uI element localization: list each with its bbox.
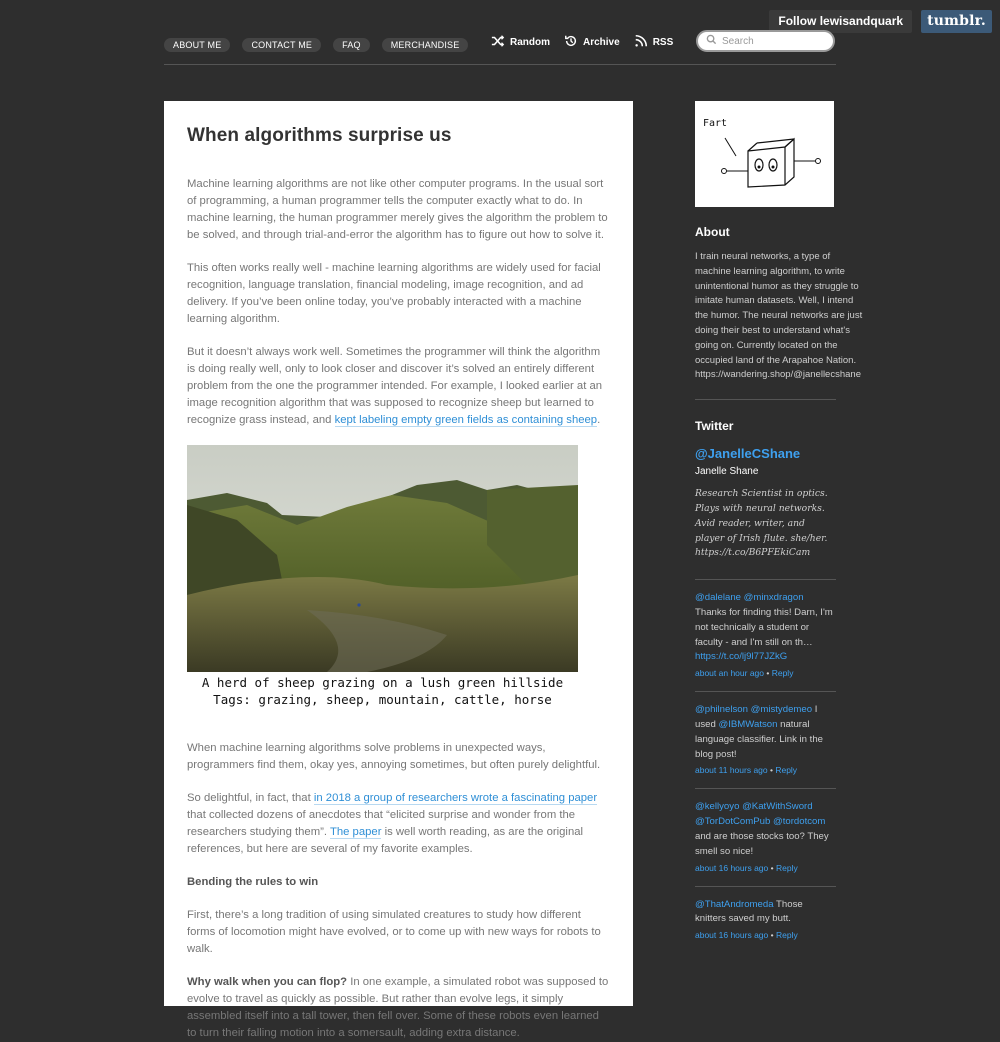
caption-description: A herd of sheep grazing on a lush green hillside (201, 675, 564, 690)
paragraph-text: is well worth reading, as are the original references, but here are several of my favorite examples. (187, 826, 584, 855)
post-paragraph: First, there’s a long tradition of using simulated creatures to study how different forms of locomotion might have evolved, or to come up with new ways for robots to walk. (187, 909, 601, 955)
random-label: Random (510, 37, 550, 48)
section-heading (187, 874, 610, 891)
tweet-body: Those knitters saved my butt. (695, 898, 803, 925)
about-text: I train neural networks, a type of machine learning algorithm, to write unintentional humor as they struggle to imitate human datasets. Well, I intend the humor. The neural networks are just doing their best to understand what's going on. Currently located on the occupied land of the Arapahoe Nation. https://wandering.shop/@janellecshane (695, 251, 863, 381)
tweet-reply-link[interactable]: Reply (775, 930, 798, 941)
tweet-body: and are those stocks too? They smell so nice! (695, 830, 829, 857)
blog-header (164, 28, 836, 65)
rss-label: RSS (652, 37, 674, 48)
avatar-speech-text: Fart (703, 118, 728, 129)
shuffle-icon (491, 34, 505, 51)
tweet-reply-link[interactable]: Reply (775, 862, 798, 873)
tweet-mentions[interactable]: @philnelson @mistydemeo (695, 704, 813, 716)
tweet-meta: about an hour ago • Reply (695, 668, 794, 679)
tweet-time[interactable]: about 16 hours ago (695, 930, 769, 941)
tweet-reply-link[interactable]: Reply (771, 668, 794, 679)
tweet-mentions[interactable]: @dalelane @minxdragon (695, 592, 804, 604)
blog-tools (491, 34, 673, 51)
nav-about-me[interactable]: ABOUT ME (164, 38, 230, 52)
twitter-bio: Research Scientist in optics. Plays with neural networks. Avid reader, writer, and player of Irish flute. she/her. https://t.co/B6PFEkiCam (695, 488, 828, 559)
tweet-reply-link[interactable]: Reply (775, 765, 798, 776)
tweet-mentions[interactable]: @ThatAndromeda (695, 898, 774, 910)
tweet-body: natural language classifier. Link in the blog post! (695, 718, 823, 760)
post-paragraph (187, 974, 610, 1042)
paragraph-text: But it doesn’t always work well. Sometimes the programmer will think the algorithm is doing really well, only to look closer and discover it’s solved an entirely different problem from the one the programmer intended. For example, I looked earlier at an image recognition algorithm that was supposed to recognize sheep but learned to recognize grass instead, and (187, 346, 603, 426)
hillside-photo (187, 445, 578, 672)
tweet-text (695, 703, 836, 762)
tweet-time[interactable]: about an hour ago (695, 668, 765, 679)
paragraph-text: So delightful, in fact, that (187, 792, 314, 804)
paragraph-text: that collected dozens of anecdotes that “elicited surprise and wonder from the researchers studying them”. (187, 809, 576, 838)
sidebar-divider (695, 399, 836, 400)
search-box (696, 30, 835, 52)
tweet-item (695, 579, 836, 691)
nav-faq[interactable]: FAQ (333, 38, 370, 52)
caption-tags: Tags: grazing, sheep, mountain, cattle, horse (213, 692, 552, 707)
image-caption (187, 672, 578, 708)
sheep-fields-link[interactable]: kept labeling empty green fields as containing sheep (334, 414, 598, 426)
post-paragraph: Machine learning algorithms are not like other computer programs. In the usual sort of programming, a human programmer tells the computer exactly what to do. In machine learning, the human programmer merely gives the algorithm the problem to be solved, and through trial-and-error the algorithm has to figure out how to solve it. (187, 178, 608, 241)
research-paper-link[interactable]: in 2018 a group of researchers wrote a fascinating paper (313, 792, 598, 804)
twitter-handle-link[interactable]: @JanelleCShane (695, 446, 801, 462)
tweet-text (695, 591, 836, 665)
post-title[interactable]: When algorithms surprise us (187, 125, 452, 146)
tweet-meta: about 11 hours ago • Reply (695, 765, 798, 776)
paragraph-text: In one example, a simulated robot was supposed to evolve to travel as quickly as possible. But rather than evolve legs, it simply assembled itself into a tall tower, then fell over. Some of these robots even learned to turn their falling motion into a somersault, adding extra distance. (187, 976, 609, 1039)
blog-avatar[interactable] (695, 101, 834, 207)
rss-link[interactable] (634, 34, 674, 51)
nav-contact-me[interactable]: CONTACT ME (242, 38, 321, 52)
bold-lead: Why walk when you can flop? (187, 976, 348, 988)
about-heading: About (695, 225, 730, 239)
follow-button[interactable]: Follow lewisandquark (769, 10, 912, 33)
tweet-mention[interactable]: @IBMWatson (718, 718, 778, 730)
tweet-mentions[interactable]: @kellyoyo @KatWithSword @TorDotComPub @tordotcom (695, 801, 826, 828)
tweet-meta: about 16 hours ago • Reply (695, 862, 798, 873)
post-paragraph (187, 790, 610, 858)
tumblr-logo[interactable]: tumblr. (921, 10, 992, 33)
tweet-body: I used (695, 704, 818, 730)
tweet-time[interactable]: about 11 hours ago (695, 765, 768, 776)
the-paper-link[interactable]: The paper (329, 826, 382, 838)
twitter-heading: Twitter (695, 419, 734, 434)
tweet-item (695, 691, 836, 788)
top-nav (164, 38, 468, 52)
post-paragraph: This often works really well - machine learning algorithms are widely used for facial recognition, language translation, financial modeling, image recognition, and ad delivery. If you’ve been online today, you’ve probably interacted with a machine learning algorithm. (187, 262, 601, 325)
archive-label: Archive (583, 37, 620, 48)
history-icon (564, 34, 578, 51)
nav-merchandise[interactable]: MERCHANDISE (382, 38, 469, 52)
tweet-item (695, 788, 836, 885)
post-paragraph (187, 344, 610, 429)
rss-icon (634, 34, 648, 51)
sidebar (695, 101, 863, 953)
search-icon (706, 32, 717, 50)
tweet-time[interactable]: about 16 hours ago (695, 862, 769, 873)
tweet-meta: about 16 hours ago • Reply (695, 930, 798, 941)
section-heading-text: Bending the rules to win (187, 876, 319, 888)
paragraph-text: . (597, 414, 601, 426)
twitter-name: Janelle Shane (695, 466, 759, 478)
blog-post (164, 101, 633, 1039)
post-paragraph: When machine learning algorithms solve problems in unexpected ways, programmers find them, okay yes, annoying sometimes, but often purely delightful. (187, 742, 601, 771)
random-link[interactable] (491, 34, 550, 51)
search-input[interactable] (722, 36, 822, 47)
archive-link[interactable] (564, 34, 620, 51)
tweet-item (695, 886, 836, 954)
tweet-link[interactable]: https://t.co/lj9l77JZkG (695, 651, 788, 663)
tweet-text (695, 898, 836, 928)
tweet-body: Thanks for finding this! Darn, I'm not technically a student or faculty - and I'm still on th… (695, 606, 833, 648)
tweet-text (695, 800, 836, 859)
